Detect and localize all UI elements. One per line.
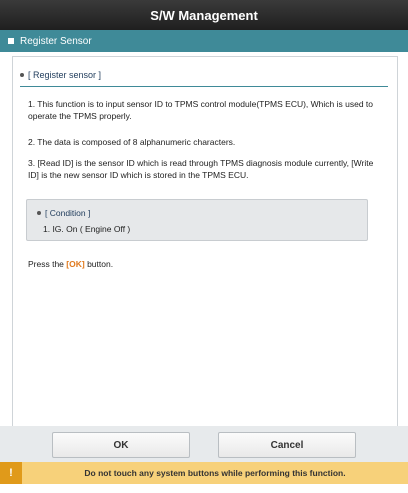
instruction-prefix: Press the [28, 259, 67, 269]
ok-button[interactable]: OK [52, 432, 190, 458]
square-bullet-icon [8, 38, 14, 44]
instruction-highlight: [OK] [66, 259, 85, 269]
condition-title: [ Condition ] [45, 208, 91, 218]
paragraph-2: 2. The data is composed of 8 alphanumeric characters. [28, 137, 236, 147]
warning-icon: ! [0, 462, 22, 484]
instruction-text [28, 259, 113, 269]
warning-bar [0, 462, 408, 484]
cancel-button[interactable]: Cancel [218, 432, 356, 458]
paragraph-1: 1. This function is to input sensor ID to TPMS control module(TPMS ECU), Which is used to operate the TPMS properly. [28, 99, 374, 121]
section-header [20, 70, 388, 87]
subheader-bar [0, 30, 408, 52]
paragraph-3: 3. [Read ID] is the sensor ID which is read through TPMS diagnosis module currently, [Write ID] is the new sensor ID which is stored in the TPMS ECU. [28, 158, 374, 180]
condition-header [37, 208, 90, 218]
bullet-icon [20, 73, 24, 77]
warning-text: Do not touch any system buttons while performing this function. [84, 468, 346, 478]
condition-item: 1. IG. On ( Engine Off ) [43, 224, 131, 234]
bullet-icon [37, 211, 41, 215]
condition-box [26, 199, 368, 241]
subheader-title: Register Sensor [20, 35, 92, 47]
window-title: S/W Management [0, 0, 408, 30]
instruction-suffix: button. [84, 259, 114, 269]
section-title: [ Register sensor ] [28, 70, 102, 80]
